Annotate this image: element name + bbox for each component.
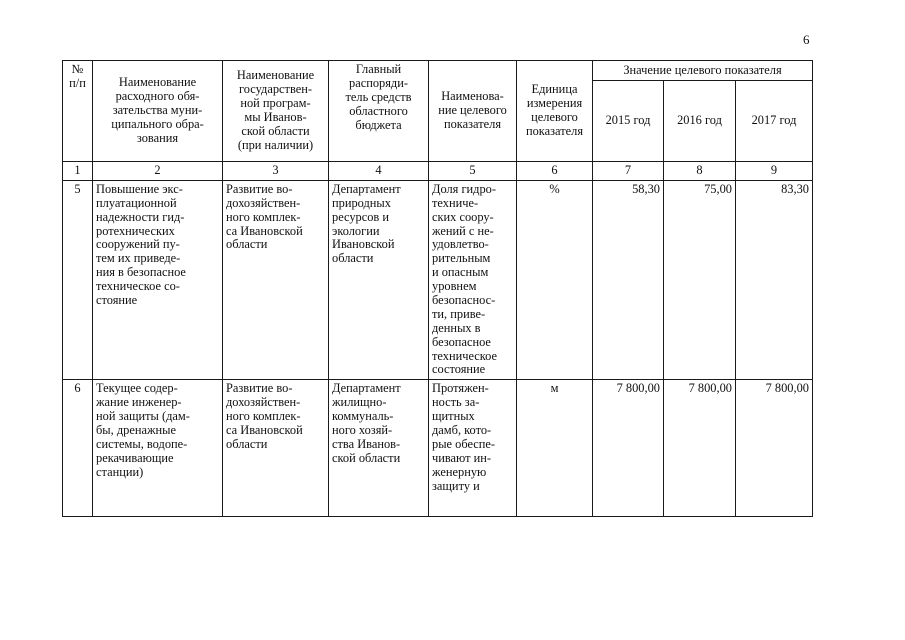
header-col-no: № п/п [63, 61, 93, 162]
column-number: 5 [429, 162, 517, 181]
column-number: 7 [593, 162, 664, 181]
header-year-2016: 2016 год [664, 81, 736, 162]
program-cell: Развитие во- дохозяйствен- ного комплек- са Ивановской области [223, 180, 329, 379]
program-cell: Развитие во- дохозяйствен- ного комплек- са Ивановской области [223, 380, 329, 517]
obligation-cell: Текущее содер- жание инженер- ной защиты (дам- бы, дренажные системы, водопе- рекачивающие станции) [93, 380, 223, 517]
row-number: 6 [63, 380, 93, 517]
manager-cell: Департамент природных ресурсов и экологии Ивановской области [329, 180, 429, 379]
header-col-indicator: Наименова- ние целевого показателя [429, 61, 517, 162]
value-2017-cell: 83,30 [736, 180, 813, 379]
value-2016-cell: 75,00 [664, 180, 736, 379]
obligation-cell: Повышение экс- плуатационной надежности гид- ротехнических сооружений пу- тем их приведе- ния в безопасное техническое со- стояние [93, 180, 223, 379]
indicator-text: Протяжен- ность за- щитных дамб, кото- рые обеспе- чивают ин- женерную защиту и [432, 381, 496, 493]
column-number: 3 [223, 162, 329, 181]
column-number: 8 [664, 162, 736, 181]
value-2015-cell: 7 800,00 [593, 380, 664, 517]
page-number: 6 [803, 32, 810, 47]
header-value-group: Значение целевого показателя [593, 61, 813, 81]
header-year-2015: 2015 год [593, 81, 664, 162]
column-number: 2 [93, 162, 223, 181]
header-year-2017: 2017 год [736, 81, 813, 162]
column-numbers-row [63, 162, 813, 181]
value-2016-cell: 7 800,00 [664, 380, 736, 517]
column-number: 6 [517, 162, 593, 181]
value-2015-cell: 58,30 [593, 180, 664, 379]
target-indicators-table [62, 60, 813, 517]
table-row [63, 380, 813, 517]
value-2017-cell: 7 800,00 [736, 380, 813, 517]
unit-cell: % [517, 180, 593, 379]
header-col-manager: Главный распоряди- тель средств областного бюджета [329, 61, 429, 162]
header-col-unit: Единица измерения целевого показателя [517, 61, 593, 162]
header-col-obligation: Наименование расходного обя- зательства муни- ципального обра- зования [93, 61, 223, 162]
indicator-cell: Доля гидро- техниче- ских соору- жений с не- удовлетво- рительным и опасным уровнем безопаснос- ти, приве- денных в безопасное техническое состояние [429, 180, 517, 379]
indicator-cell [429, 380, 517, 517]
row-number: 5 [63, 180, 93, 379]
table-row [63, 180, 813, 379]
manager-cell: Департамент жилищно- коммуналь- ного хозяй- ства Иванов- ской области [329, 380, 429, 517]
header-col-program: Наименование государствен- ной програм- мы Иванов- ской области (при наличии) [223, 61, 329, 162]
column-number: 1 [63, 162, 93, 181]
unit-cell: м [517, 380, 593, 517]
header-row-1 [63, 61, 813, 81]
column-number: 4 [329, 162, 429, 181]
column-number: 9 [736, 162, 813, 181]
